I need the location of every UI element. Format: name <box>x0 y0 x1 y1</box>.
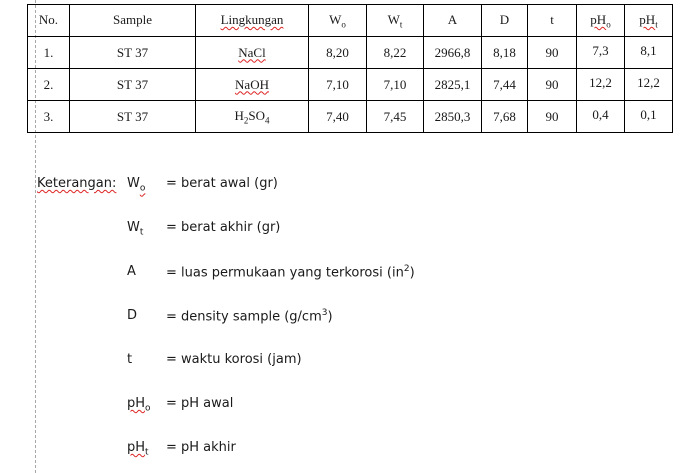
cell-sample: ST 37 <box>70 37 196 69</box>
cell-t: 90 <box>528 69 577 101</box>
legend-title: Keterangan: <box>37 176 117 191</box>
legend-symbol: $pH_t$ <box>127 440 149 458</box>
table-header-row <box>28 5 673 37</box>
cell-no: 2. <box>28 69 70 101</box>
cell-d: 7,44 <box>482 69 528 101</box>
cell-pho: 0,4 <box>577 101 625 133</box>
legend-definition: = berat awal (gr) <box>166 176 278 191</box>
legend-symbol: t <box>127 352 133 367</box>
legend-definition: = density sample $(g/cm^3)$ <box>166 308 333 325</box>
table-row <box>28 37 673 69</box>
cell-sample: ST 37 <box>70 69 196 101</box>
cell-pht: 8,1 <box>625 37 673 69</box>
cell-wo: 7,10 <box>309 69 367 101</box>
cell-a: 2850,3 <box>424 101 482 133</box>
legend-symbol: $pH_o$ <box>127 396 151 414</box>
cell-wt: 7,10 <box>367 69 424 101</box>
cell-pht: 12,2 <box>625 69 673 101</box>
table-row <box>28 101 673 133</box>
cell-wt: 8,22 <box>367 37 424 69</box>
corrosion-data-table <box>27 4 673 133</box>
cell-environment: $H_2SO_4$ <box>196 101 309 133</box>
header-sample: Sample <box>70 5 196 37</box>
header-t: t <box>528 5 577 37</box>
legend-symbol: $W_t$ <box>127 220 144 238</box>
legend-definition: = berat akhir (gr) <box>166 220 281 235</box>
header-pho: $pH_o$ <box>577 5 625 37</box>
cell-a: 2825,1 <box>424 69 482 101</box>
header-d: D <box>482 5 528 37</box>
cell-no: 1. <box>28 37 70 69</box>
cell-environment: NaOH <box>196 69 309 101</box>
cell-d: 7,68 <box>482 101 528 133</box>
header-a: A <box>424 5 482 37</box>
cell-a: 2966,8 <box>424 37 482 69</box>
legend-definition: = pH awal <box>166 396 234 411</box>
header-wt: $W_t$ <box>367 5 424 37</box>
legend-symbol: A <box>127 264 136 279</box>
legend-symbol: $W_o$ <box>127 176 146 194</box>
cell-wt: 7,45 <box>367 101 424 133</box>
header-lingkungan: Lingkungan <box>196 5 309 37</box>
cell-environment: NaCl <box>196 37 309 69</box>
header-pht: $pH_t$ <box>625 5 673 37</box>
legend-definition: = waktu korosi (jam) <box>166 352 302 367</box>
cell-t: 90 <box>528 101 577 133</box>
cell-wo: 8,20 <box>309 37 367 69</box>
legend-definition: = pH akhir <box>166 440 236 455</box>
legend-definition: = luas permukaan yang terkorosi $(in^2)$ <box>166 264 415 281</box>
cell-no: 3. <box>28 101 70 133</box>
cell-d: 8,18 <box>482 37 528 69</box>
cell-pho: 7,3 <box>577 37 625 69</box>
cell-sample: ST 37 <box>70 101 196 133</box>
header-wo: $W_o$ <box>309 5 367 37</box>
cell-pho: 12,2 <box>577 69 625 101</box>
header-no: No. <box>28 5 70 37</box>
cell-wo: 7,40 <box>309 101 367 133</box>
cell-t: 90 <box>528 37 577 69</box>
table-row <box>28 69 673 101</box>
legend-symbol: D <box>127 308 138 323</box>
cell-pht: 0,1 <box>625 101 673 133</box>
